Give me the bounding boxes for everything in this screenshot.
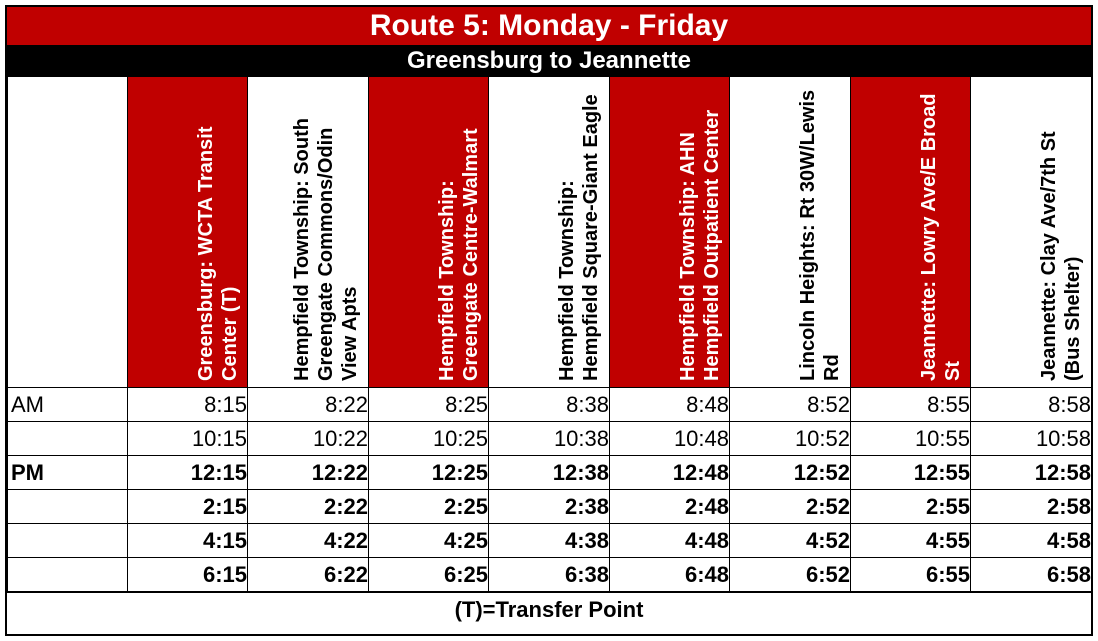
stop-name: Lowry Ave/E Broad St — [918, 93, 964, 381]
departure-time: 10:25 — [369, 422, 489, 456]
departure-time: 10:48 — [610, 422, 730, 456]
departure-time: 2:52 — [730, 490, 851, 524]
departure-time: 8:38 — [489, 388, 610, 422]
departure-time: 2:58 — [971, 490, 1092, 524]
stop-label — [1037, 83, 1085, 381]
departure-time: 10:15 — [128, 422, 248, 456]
stop-name: AHN Hempfield Outpatient Center — [677, 109, 723, 381]
period-label — [8, 490, 128, 524]
stop-place: Greensburg: — [195, 260, 217, 381]
departure-time: 6:52 — [730, 558, 851, 592]
departure-time: 8:15 — [128, 388, 248, 422]
departure-time: 4:22 — [248, 524, 369, 558]
stop-header-8 — [971, 77, 1092, 388]
schedule-frame — [5, 5, 1093, 636]
stop-label — [796, 83, 844, 381]
stop-name: Rt 30W/Lewis Rd — [797, 89, 843, 381]
departure-time: 2:55 — [851, 490, 971, 524]
period-label — [8, 524, 128, 558]
stop-name: Greengate Centre-Walmart — [460, 128, 482, 381]
departure-time: 2:15 — [128, 490, 248, 524]
schedule-table — [7, 76, 1092, 592]
schedule-row — [8, 524, 1092, 558]
schedule-row — [8, 456, 1092, 490]
departure-time: 10:58 — [971, 422, 1092, 456]
stop-name: Clay Ave/7th St (Bus Shelter) — [1038, 131, 1084, 381]
departure-time: 12:55 — [851, 456, 971, 490]
departure-time: 12:48 — [610, 456, 730, 490]
schedule-row — [8, 422, 1092, 456]
stop-place: Hempfield Township: — [436, 180, 458, 381]
stop-place: Hempfield Township: — [556, 180, 578, 381]
schedule-title: Route 5: Monday - Friday — [7, 7, 1091, 46]
departure-time: 8:58 — [971, 388, 1092, 422]
departure-time: 4:25 — [369, 524, 489, 558]
period-label — [8, 558, 128, 592]
stop-name: Hempfield Square-Giant Eagle — [580, 94, 602, 381]
departure-time: 12:25 — [369, 456, 489, 490]
departure-time: 6:15 — [128, 558, 248, 592]
departure-time: 8:22 — [248, 388, 369, 422]
departure-time: 12:58 — [971, 456, 1092, 490]
departure-time: 10:22 — [248, 422, 369, 456]
period-label: PM — [8, 456, 128, 490]
stop-header-5 — [610, 77, 730, 388]
stop-label — [435, 83, 483, 381]
stop-place: Jeannette: — [918, 280, 940, 381]
departure-time: 8:48 — [610, 388, 730, 422]
period-label — [8, 422, 128, 456]
stop-header-1 — [128, 77, 248, 388]
departure-time: 4:58 — [971, 524, 1092, 558]
departure-time: 2:22 — [248, 490, 369, 524]
departure-time: 2:38 — [489, 490, 610, 524]
departure-time: 6:48 — [610, 558, 730, 592]
stop-label — [555, 83, 603, 381]
footer-note: (T)=Transfer Point — [7, 592, 1091, 627]
departure-time: 12:15 — [128, 456, 248, 490]
departure-time: 12:38 — [489, 456, 610, 490]
schedule-body — [8, 388, 1092, 592]
departure-time: 6:55 — [851, 558, 971, 592]
schedule-row — [8, 388, 1092, 422]
departure-time: 8:25 — [369, 388, 489, 422]
departure-time: 6:58 — [971, 558, 1092, 592]
departure-time: 4:52 — [730, 524, 851, 558]
stop-header-4 — [489, 77, 610, 388]
departure-time: 2:25 — [369, 490, 489, 524]
stop-name: South Greengate Commons/Odin View Apts — [291, 118, 361, 381]
transfer-marker: (T) — [219, 286, 241, 318]
stop-place: Lincoln Heights: — [797, 224, 819, 381]
departure-time: 12:22 — [248, 456, 369, 490]
departure-time: 2:48 — [610, 490, 730, 524]
departure-time: 10:52 — [730, 422, 851, 456]
schedule-row — [8, 558, 1092, 592]
stop-header-7 — [851, 77, 971, 388]
departure-time: 6:22 — [248, 558, 369, 592]
departure-time: 10:38 — [489, 422, 610, 456]
stop-label — [676, 83, 724, 381]
departure-time: 6:25 — [369, 558, 489, 592]
departure-time: 8:52 — [730, 388, 851, 422]
stop-label — [194, 83, 242, 381]
schedule-row — [8, 490, 1092, 524]
stop-name: WCTA Transit Center — [195, 126, 241, 381]
departure-time: 4:55 — [851, 524, 971, 558]
stop-header-row — [8, 77, 1092, 388]
stop-header-6 — [730, 77, 851, 388]
stop-label — [290, 83, 362, 381]
stop-label — [917, 83, 965, 381]
departure-time: 10:55 — [851, 422, 971, 456]
departure-time: 12:52 — [730, 456, 851, 490]
departure-time: 8:55 — [851, 388, 971, 422]
stop-header-2 — [248, 77, 369, 388]
stop-place: Hempfield Township: — [677, 180, 699, 381]
stop-place: Jeannette: — [1038, 280, 1060, 381]
departure-time: 6:38 — [489, 558, 610, 592]
departure-time: 4:48 — [610, 524, 730, 558]
stop-place: Hempfield Township: — [291, 180, 313, 381]
header-blank-cell — [8, 77, 128, 388]
departure-time: 4:15 — [128, 524, 248, 558]
period-label: AM — [8, 388, 128, 422]
schedule-subtitle: Greensburg to Jeannette — [7, 46, 1091, 76]
departure-time: 4:38 — [489, 524, 610, 558]
stop-header-3 — [369, 77, 489, 388]
